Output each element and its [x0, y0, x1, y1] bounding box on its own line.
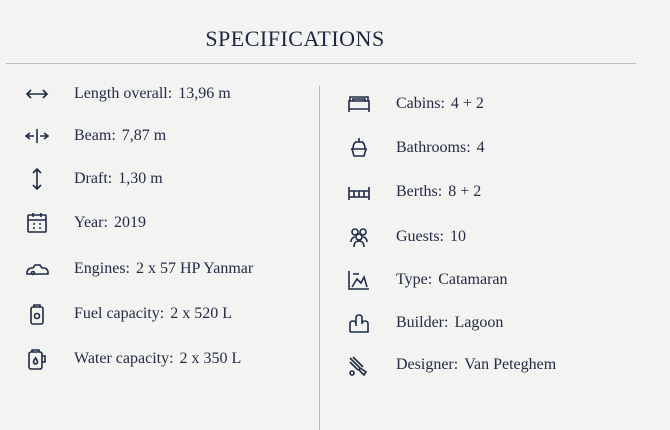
- title-divider: [6, 63, 636, 64]
- spec-bathrooms-value: 4: [476, 139, 485, 156]
- spec-fuel-label: Fuel capacity:: [74, 305, 165, 322]
- spec-builder-value: Lagoon: [454, 314, 504, 331]
- spec-water-value: 2 x 350 L: [179, 350, 242, 367]
- spec-beam-label: Beam:: [74, 127, 116, 144]
- spec-type: [346, 268, 508, 292]
- spec-guests: [346, 225, 466, 249]
- spec-cabins: [346, 92, 484, 116]
- spec-type-label: Type:: [396, 271, 433, 288]
- beam-icon: [24, 124, 50, 148]
- spec-designer-label: Designer:: [396, 356, 459, 373]
- spec-guests-value: 10: [450, 228, 466, 245]
- spec-fuel-value: 2 x 520 L: [170, 305, 232, 322]
- spec-guests-label: Guests:: [396, 228, 444, 245]
- spec-length: [24, 82, 231, 106]
- spec-builder: [346, 311, 503, 335]
- column-divider: [319, 86, 320, 430]
- fuel-can-icon: [24, 302, 50, 326]
- spec-cabins-label: Cabins:: [396, 95, 445, 112]
- spec-draft: [24, 167, 163, 191]
- spec-beam-value: 7,87 m: [121, 127, 167, 144]
- builder-icon: [346, 311, 372, 335]
- spec-fuel: [24, 302, 232, 326]
- spec-builder-label: Builder:: [396, 314, 449, 331]
- spec-berths: [346, 180, 481, 204]
- spec-engines: [24, 257, 253, 281]
- spec-engines-label: Engines:: [74, 260, 130, 277]
- spec-year-value: 2019: [113, 214, 146, 231]
- spec-bathrooms-label: Bathrooms:: [396, 139, 471, 156]
- boat-type-icon: [346, 268, 372, 292]
- spec-draft-label: Draft:: [74, 170, 113, 187]
- water-can-icon: [24, 347, 50, 371]
- bed-icon: [346, 92, 372, 116]
- spec-designer-value: Van Peteghem: [464, 356, 557, 373]
- page-title: SPECIFICATIONS: [205, 26, 385, 51]
- spec-length-value: 13,96 m: [178, 85, 231, 102]
- spec-designer: [346, 353, 556, 377]
- spec-cabins-value: 4 + 2: [450, 95, 484, 112]
- spec-beam: [24, 124, 166, 148]
- spec-year: [24, 211, 146, 235]
- shower-icon: [346, 136, 372, 160]
- vertical-arrow-icon: [24, 167, 50, 191]
- spec-water: [24, 347, 241, 371]
- spec-type-value: Catamaran: [438, 271, 508, 288]
- spec-berths-value: 8 + 2: [448, 183, 482, 200]
- spec-length-label: Length overall:: [74, 85, 173, 102]
- engine-icon: [24, 257, 50, 281]
- spec-bathrooms: [346, 136, 485, 160]
- berth-icon: [346, 180, 372, 204]
- calendar-icon: [24, 211, 50, 235]
- spec-engines-value: 2 x 57 HP Yanmar: [136, 260, 254, 277]
- designer-icon: [346, 353, 372, 377]
- spec-water-label: Water capacity:: [74, 350, 174, 367]
- spec-draft-value: 1,30 m: [118, 170, 163, 187]
- guests-icon: [346, 225, 372, 249]
- spec-berths-label: Berths:: [396, 183, 443, 200]
- double-arrow-icon: [24, 82, 50, 106]
- spec-year-label: Year:: [74, 214, 108, 231]
